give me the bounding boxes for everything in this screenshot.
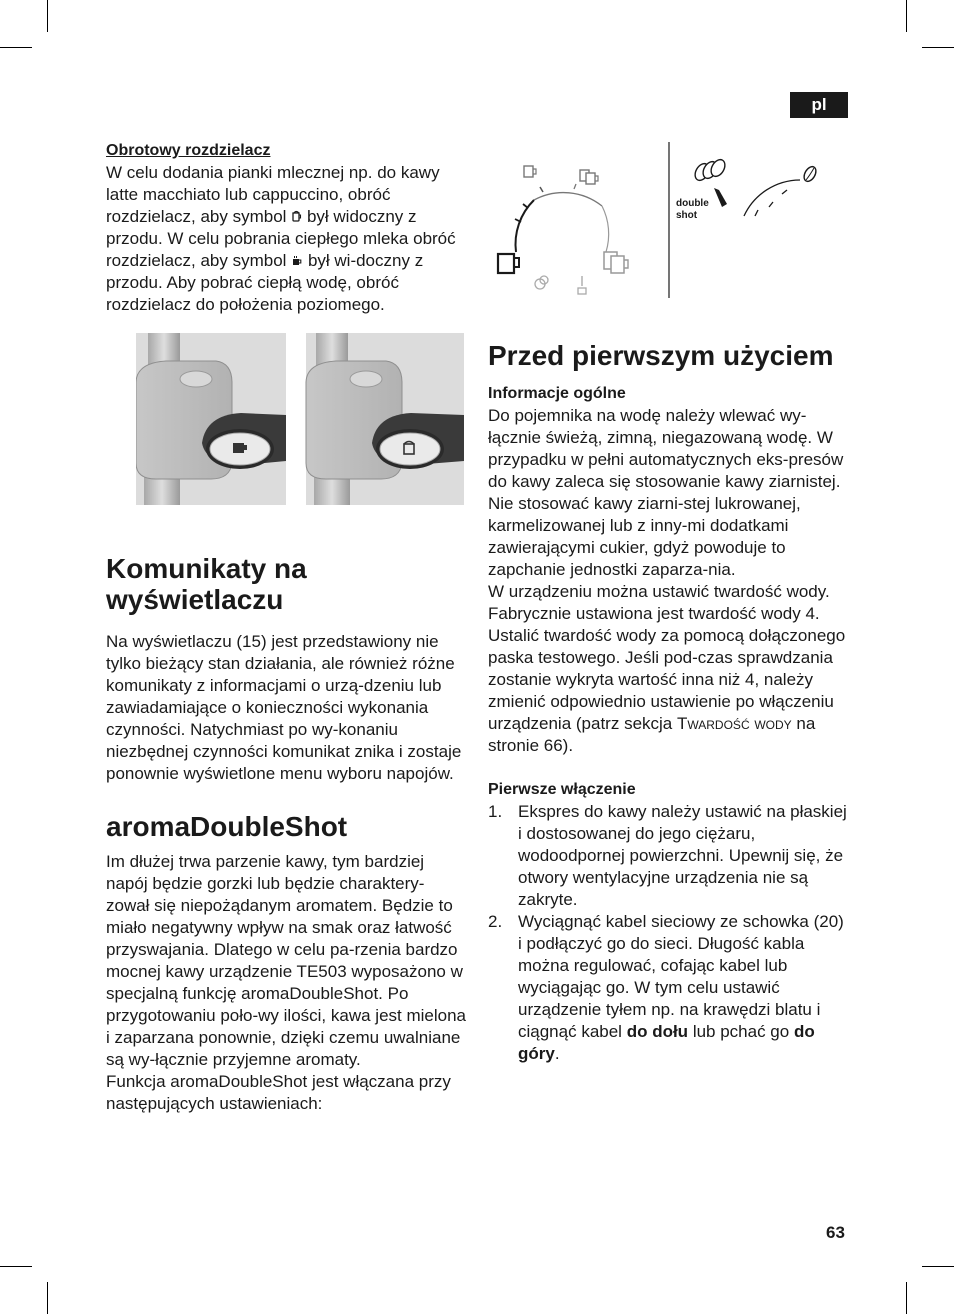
cup-hot-milk-icon (291, 255, 303, 267)
hot-water-icon (578, 276, 586, 294)
double-label: double (676, 198, 709, 209)
single-bean-icon (802, 165, 819, 184)
first-start-steps (488, 801, 850, 1065)
crop-mark (922, 1266, 954, 1267)
water-hardness-paragraph: W urządzeniu można ustawić twardość wody. Fabrycznie ustawiona jest twardość wody 4. Ustalić twardość wody za pomocą dołączonego paska testowego. Jeśli pod-czas sprawdzania zostanie wykryta wartość inna niż 4, należy zmienić odpowiednio ustawienie po włączeniu urządzenia (patrz sekcja Twardość wody na stronie 66). (488, 582, 846, 755)
list-item: 1. Ekspres do kawy należy ustawić na płaskiej i dostosowanej do jego ciężaru, wodoodpornej powierzchni. Upewnij się, że otwory wentylacyjne urządzenia nie są zakryte. (488, 802, 847, 909)
doubleshot-settings-paragraph: Funkcja aromaDoubleShot jest włączana przy następujących ustawieniach: (106, 1072, 451, 1113)
doubleshot-paragraph: Im dłużej trwa parzenie kawy, tym bardziej napój będzie gorzki lub będzie charaktery-zował się niepożądanym aromatem. Będzie to miało negatywny wpływ na smak oraz łatwość przyswajania. Dlatego w celu pa-rzenia bardzo mocnej kawy urządzenie TE503 wyposażono w specjalną funkcję aromaDoubleShot. Po przygotowaniu poło-wy ilości, kawa jest mielona i zaparzana ponownie, dzięki czemu uwalniane są wy-łącznie przyjemne aromaty. (106, 852, 466, 1069)
drink-selector-diagram (488, 140, 850, 300)
crop-mark (47, 0, 48, 32)
page-number: 63 (826, 1223, 845, 1242)
crop-mark (906, 0, 907, 32)
first-start-heading: Pierwsze włączenie (488, 781, 636, 798)
language-tab: pl (790, 92, 848, 118)
crop-mark (906, 1282, 907, 1314)
display-messages-heading: Komunikaty na wyświetlaczu (106, 553, 307, 615)
rotary-distributor-illustration (136, 333, 464, 505)
display-messages-paragraph: Na wyświetlaczu (15) jest przedstawiony nie tylko bieżący stan działania, ale również różne komunikaty z informacjami o urzą-dzeniu lub zawiadamiające o konieczności wykonania czynności. Natychmiast po wy-konaniu niezbędnej czynności komunikat znika i zostaje ponownie wyświetlone menu wyboru napojów. (106, 632, 462, 783)
small-cup-icon (524, 166, 536, 177)
coffee-beans-icon (692, 157, 727, 183)
milk-foam-icon (535, 276, 548, 289)
crop-mark (922, 47, 954, 48)
before-first-use-heading: Przed pierwszym użyciem (488, 340, 834, 371)
left-column (106, 140, 466, 1115)
shot-label: shot (676, 210, 698, 221)
crop-mark (47, 1282, 48, 1314)
cup-milk-foam-icon (291, 210, 302, 223)
double-small-cup-icon (580, 170, 598, 184)
water-hardness-link: Twardość wody (677, 714, 792, 733)
large-cup-icon (498, 254, 519, 273)
double-large-cup-icon (604, 252, 628, 273)
general-info-heading: Informacje ogólne (488, 385, 626, 402)
rotary-heading: Obrotowy rozdzielacz (106, 142, 271, 159)
crop-mark (0, 47, 32, 48)
list-item: 2. Wyciągnąć kabel sieciowy ze schowka (20) i podłączyć go do sieci. Długość kabla można regulować, cofając kabel lub wyciągając go. W tym celu ustawić urządzenie tyłem np. na krawędzi blatu i ciągnąć kabel do dołu lub pchać go do góry. (488, 912, 844, 1063)
right-column (488, 140, 850, 1065)
general-info-paragraph: Do pojemnika na wodę należy wlewać wy-łącznie świeżą, zimną, niegazowaną wodę. W przypadku w pełni automatycznych eks-presów do kawy zaleca się stosowanie kawy ziarnistej. Nie stosować kawy ziarni-stej lukrowanej, karmelizowanej lub z inny-mi dodatkami zawierającymi cukier, gdyż powoduje to zapchanie jednostki zaparza-nia. (488, 406, 844, 579)
rotary-paragraph: W celu dodania pianki mlecznej np. do kawy latte macchiato lub cappuccino, obróć rozdzielacz, aby symbol był widoczny z przodu. W celu pobrania ciepłego mleka obróć rozdzielacz, aby symbol był wi-doczny z przodu. Aby pobrać ciepłą wodę, obróć rozdzielacz do położenia poziomego. (106, 163, 456, 314)
doubleshot-heading: aromaDoubleShot (106, 811, 348, 842)
crop-mark (0, 1266, 32, 1267)
